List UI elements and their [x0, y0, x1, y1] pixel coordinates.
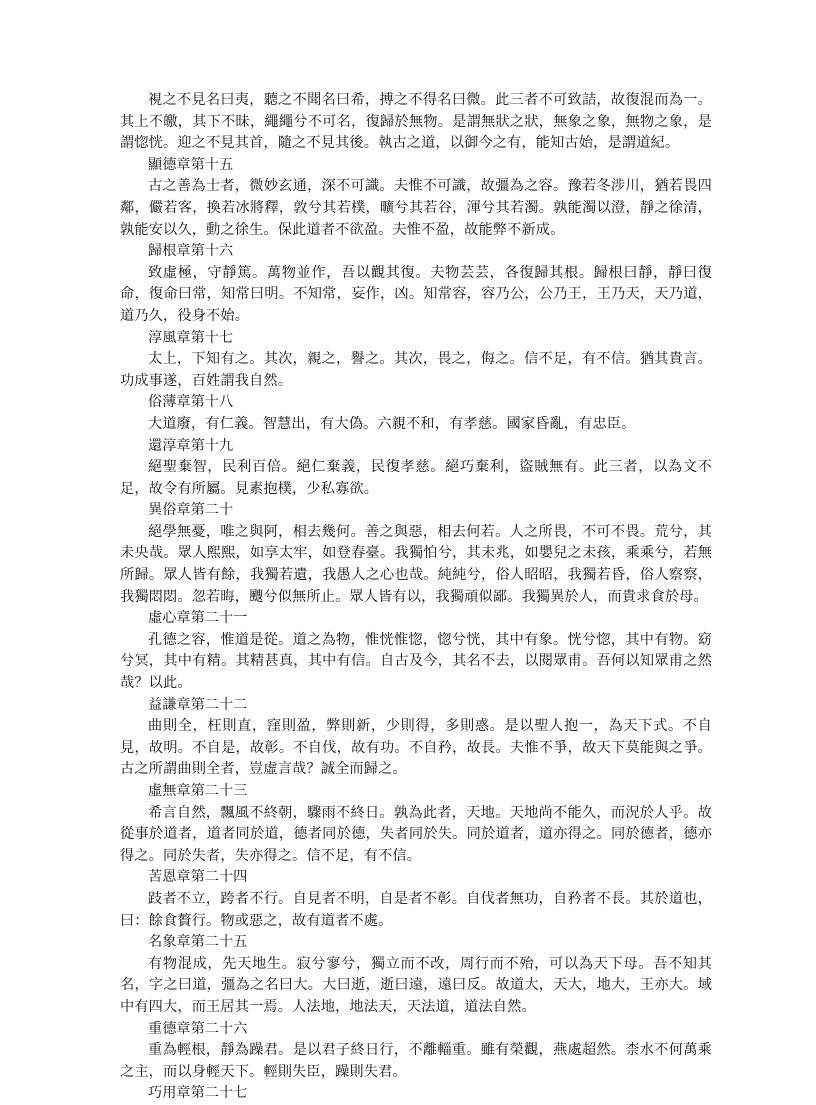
- chapter-text-15: 古之善為士者，微妙玄通，深不可識。夫惟不可識，故彊為之容。豫若冬涉川，猶若畏四鄰，儼若客，換若冰將釋，敦兮其若樸，曠兮其若谷，渾兮其若濁。孰能濁以澄，靜之徐清，孰能安以久，動之徐生。保此道者不欲盈。夫惟不盈，故能弊不新成。: [120, 178, 712, 238]
- chapter-text-24: 跂者不立，跨者不行。自見者不明，自是者不彰。自伐者無功，自矜者不長。其於道也，曰：餘食贅行。物或惡之，故有道者不處。: [120, 890, 712, 929]
- chapter-text-22: 曲則全，枉則直，窪則盈，弊則新，少則得，多則惑。是以聖人抱一，為天下式。不自見，故明。不自是，故彰。不自伐，故有功。不自矜，故長。夫惟不爭，故天下莫能與之爭。古之所謂曲則全者，豈虛言哉？誠全而歸之。: [120, 718, 712, 778]
- chapter-heading-27: 巧用章第二十七: [148, 1085, 248, 1102]
- chapter-heading-23: 虛無章第二十三: [148, 783, 248, 799]
- chapter-heading-24: 苦恩章第二十四: [148, 869, 248, 886]
- chapter-heading-19: 還淳章第十九: [148, 437, 234, 454]
- chapter-text-18: 大道廢，有仁義。智慧出，有大偽。六親不和，有孝慈。國家昏亂，有忠臣。: [148, 415, 636, 432]
- chapter-heading-17: 淳風章第十七: [148, 329, 234, 346]
- chapter-heading-15: 顯德章第十五: [148, 156, 234, 173]
- chapter-text-17: 太上，下知有之。其次，親之，譽之。其次，畏之，侮之。信不足，有不信。猶其貴言。功成事遂，百姓謂我自然。: [120, 351, 712, 389]
- chapter-heading-18: 俗薄章第十八: [148, 394, 234, 411]
- chapter-text-23: 希言自然，飄風不終朝，驟雨不終日。孰為此者，天地。天地尚不能久，而況於人乎。故從事於道者，道者同於道，德者同於德，失者同於失。同於道者，道亦得之。同於德者，德亦得之。同於失者，失亦得之。信不足，有不信。: [120, 804, 712, 864]
- chapter-heading-16: 歸根章第十六: [148, 243, 234, 260]
- chapter-text-25: 有物混成，先天地生。寂兮寥兮，獨立而不改，周行而不殆，可以為天下母。吾不知其名，字之曰道，彊為之名曰大。大曰逝，逝曰遠，遠曰反。故道大，天大，地大，王亦大。域中有四大，而王居其一焉。人法地，地法天，天法道，道法自然。: [120, 955, 712, 1015]
- chapter-text-26: 重為輕根，靜為躁君。是以君子終日行，不離輜重。雖有榮觀，燕處超然。柰水不何萬乘之主，而以身輕天下。輕則失臣，躁則失君。: [120, 1042, 712, 1080]
- chapter-text-19: 絕聖棄智，民利百倍。絕仁棄義，民復孝慈。絕巧棄利，盜賊無有。此三者，以為文不足，故令有所屬。見素抱樸，少私寡欲。: [120, 459, 712, 497]
- intro-paragraph: 視之不見名曰夷，聽之不聞名曰希，搏之不得名曰微。此三者不可致詰，故復混而為一。其上不皦，其下不昧，繩繩兮不可名，復歸於無物。是謂無狀之狀，無象之象，無物之象，是謂惚恍。迎之不見其首，隨之不見其後。執古之道，以御今之有，能知古始，是謂道紀。: [120, 92, 712, 152]
- chapter-text-21: 孔德之容，惟道是從。道之為物，惟恍惟惚，惚兮恍，其中有象。恍兮惚，其中有物。窈兮冥，其中有精。其精甚真，其中有信。自古及今，其名不去，以閱眾甫。吾何以知眾甫之然哉？以此。: [120, 631, 712, 692]
- chapter-heading-22: 益謙章第二十二: [148, 696, 248, 713]
- chapter-heading-21: 虛心章第二十一: [148, 610, 248, 627]
- chapter-text-20: 絕學無憂，唯之與阿，相去幾何。善之與惡，相去何若。人之所畏，不可不畏。荒兮，其未央哉。眾人熙熙，如享太牢，如登春臺。我獨怕兮，其未兆，如嬰兒之未孩，乘乘兮，若無所歸。眾人皆有餘，我獨若遺，我愚人之心也哉。純純兮，俗人昭昭，我獨若昏，俗人察察，我獨悶悶。忽若晦，颼兮似無所止。眾人皆有以，我獨頑似鄙。我獨異於人，而貴求食於母。: [120, 523, 712, 605]
- chapter-heading-25: 名象章第二十五: [148, 934, 248, 951]
- chapter-heading-26: 重德章第二十六: [148, 1020, 248, 1037]
- chapter-heading-20: 異俗章第二十: [148, 502, 234, 519]
- chapter-text-16: 致虛極，守靜篤。萬物並作，吾以觀其復。夫物芸芸，各復歸其根。歸根曰靜，靜曰復命，復命曰常，知常曰明。不知常，妄作，凶。知常容，容乃公，公乃王，王乃天，天乃道，道乃久，役身不始。: [120, 264, 712, 324]
